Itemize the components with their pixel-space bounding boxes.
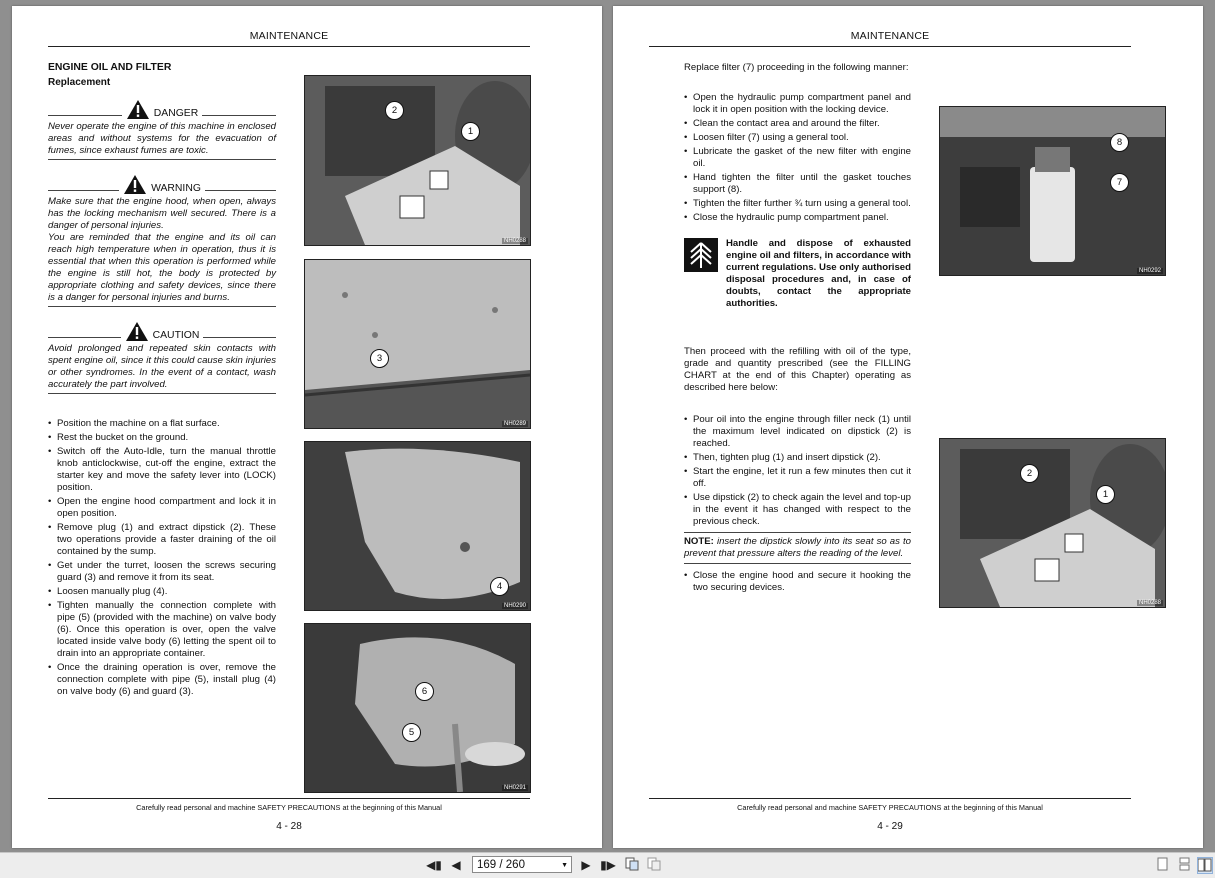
list-item: • Position the machine on a flat surface. [48,418,276,430]
callout-7: 7 [1110,173,1129,192]
left-page [12,6,602,848]
callout-8: 8 [1110,133,1129,152]
list-item: • Loosen filter (7) using a general tool. [684,132,911,144]
callout-2: 2 [1020,464,1039,483]
note-box [684,532,911,564]
list-item: • Clean the contact area and around the filter. [684,118,911,130]
list-item: • Once the draining operation is over, remove the connection complete with pipe (5), install plug (4) on valve body (6) and guard (3). [48,662,276,698]
text-column [48,62,276,700]
callout-4: 4 [490,577,509,596]
list-item: • Tighten the filter further ¾ turn using a general tool. [684,198,911,210]
list-item: • Pour oil into the engine through filler neck (1) until the maximum level indicated on dipstick (2) is reached. [684,414,911,450]
viewer-toolbar [0,852,1215,878]
filter-steps-list [684,92,911,224]
callout-3: 3 [370,349,389,368]
danger-text: Never operate the engine of this machine in enclosed areas and without systems for the evacuation of fumes, since exhaust fumes are toxic. [48,121,276,156]
photo-code: NH0290 [503,603,526,609]
section-subtitle: Replacement [48,77,111,88]
page-number: 4 - 28 [276,821,302,832]
environment-text: Handle and dispose of exhausted engine oil and filters, in accordance with current regulations. Use only authorised disposal procedures and, in case of doubts, contact the appropriate authorities. [726,238,911,309]
fit-page-icon[interactable] [624,857,640,874]
right-page [613,6,1203,848]
list-item: • Tighten manually the connection complete with pipe (5) (provided with the machine) on valve body (6). Once this operation is over, open the valve located inside valve body (6) letting the spent oil to drain into an appropriate container. [48,600,276,660]
final-steps-list [684,570,911,594]
page-number: 4 - 29 [877,821,903,832]
list-item: • Lubricate the gasket of the new filter with engine oil. [684,146,911,170]
note-text: insert the dipstick slowly into its seat so as to prevent that pressure alters the reading of the level. [684,536,911,559]
list-item: • Then, tighten plug (1) and insert dipstick (2). [684,452,911,464]
photo-code: NH0291 [503,785,526,791]
warning-icon [123,174,147,195]
intro-text: Replace filter (7) proceeding in the following manner: [684,62,909,73]
section-title: ENGINE OIL AND FILTER [48,62,172,73]
warning-box [48,172,276,307]
caution-icon [125,321,149,342]
note-label: NOTE: [684,536,714,547]
list-item: • Start the engine, let it run a few minutes then cut it off. [684,466,911,490]
list-item: • Get under the turret, loosen the screws securing guard (3) and remove it from its seat. [48,560,276,584]
first-page-icon[interactable]: ◀▮ [426,858,442,872]
list-item: • Switch off the Auto-Idle, turn the manual throttle knob anticlockwise, cut-off the engine, extract the starter key and move the safety lever into (LOCK) position. [48,446,276,494]
footer-rule [48,798,530,799]
single-page-view-icon[interactable] [1155,857,1171,874]
danger-box [48,97,276,160]
callout-6: 6 [415,682,434,701]
list-item: • Hand tighten the filter until the gasket touches support (8). [684,172,911,196]
caution-text: Avoid prolonged and repeated skin contacts with spent engine oil, since it this could cause skin injuries or other syndromes. In the event of a contact, wash accurately the part involved. [48,343,276,390]
chevron-down-icon: ▼ [561,862,568,869]
turret-guard-photo [304,259,531,429]
engine-photo [939,438,1166,608]
danger-label: DANGER [153,107,199,119]
engine-photo [304,75,531,246]
list-item: • Close the hydraulic pump compartment panel. [684,212,911,224]
page-header: MAINTENANCE [48,30,530,47]
environment-note [684,238,911,310]
photo-code: NH0288 [503,238,526,244]
drain-valve-photo [304,623,531,793]
list-item: • Close the engine hood and secure it hooking the two securing devices. [684,570,911,594]
list-item: • Open the engine hood compartment and lock it in open position. [48,496,276,520]
callout-1: 1 [461,122,480,141]
footer-rule [649,798,1131,799]
list-item: • Remove plug (1) and extract dipstick (2). These two operations provide a faster draining of the oil contained by the sump. [48,522,276,558]
caution-label: CAUTION [152,329,200,341]
next-page-icon[interactable]: ▶ [581,858,591,872]
list-item: • Open the hydraulic pump compartment panel and lock it in open position with the locking device. [684,92,911,116]
footer-note: Carefully read personal and machine SAFETY PRECAUTIONS at the beginning of this Manual [737,803,1043,812]
list-item: • Use dipstick (2) to check again the level and top-up in the event it has changed with respect to the previous check. [684,492,911,528]
procedure-list [48,418,276,698]
refill-steps-list [684,414,911,528]
list-item: • Loosen manually plug (4). [48,586,276,598]
fit-width-icon[interactable] [646,857,662,874]
warning-text-1: Make sure that the engine hood, when open, always has the locking mechanism well secured. There is a danger of personal injuries. [48,196,276,231]
page-number-select[interactable] [472,856,572,873]
continuous-view-icon[interactable] [1177,857,1193,874]
callout-5: 5 [402,723,421,742]
oil-sump-photo [304,441,531,611]
callout-2: 2 [385,101,404,120]
photo-code: NH0292 [1138,268,1161,274]
text-column [684,62,911,596]
footer-note: Carefully read personal and machine SAFETY PRECAUTIONS at the beginning of this Manual [136,803,442,812]
oil-filter-photo [939,106,1166,276]
page-indicator: 169 / 260 [477,859,525,871]
previous-page-icon[interactable]: ◀ [451,858,461,872]
photo-code: NH0289 [503,421,526,427]
page-header: MAINTENANCE [649,30,1131,47]
recycle-icon [684,238,718,272]
refill-text: Then proceed with the refilling with oil of the type, grade and quantity prescribed (see the FILLING CHART at the end of this Chapter) operating as described here below: [684,346,911,393]
warning-label: WARNING [151,182,201,194]
two-page-view-icon[interactable] [1197,857,1213,874]
last-page-icon[interactable]: ▮▶ [600,858,616,872]
caution-box [48,319,276,394]
callout-1: 1 [1096,485,1115,504]
list-item: • Rest the bucket on the ground. [48,432,276,444]
photo-code: NH0288 [1138,600,1161,606]
danger-icon [126,99,150,120]
warning-text-2: You are reminded that the engine and its oil can reach high temperature when in operation, thus it is essential that when this operation is performed while the engine is still hot, the body is protected by appropriate clothing and safety devices, since there is a danger for personal injuries and burns. [48,232,276,303]
